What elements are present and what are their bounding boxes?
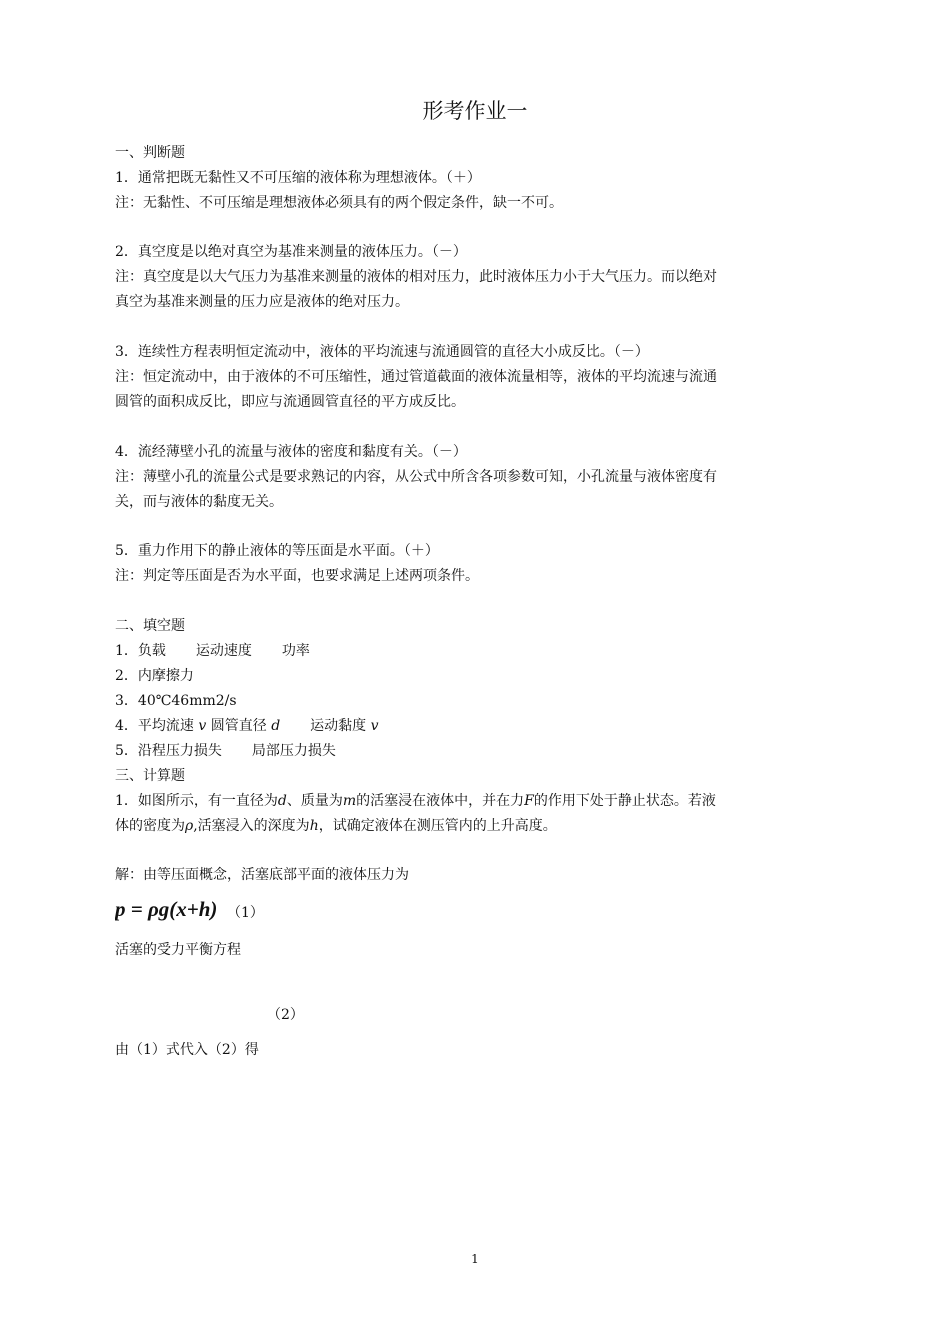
fill-answer-1-item-2: 运动速度 (195, 643, 252, 659)
page-title: 形考作业一 (422, 99, 528, 123)
calc-question-text-a: 1．如图所示，有一直径为 (115, 793, 278, 809)
fill-answer-5-number: 5． (115, 743, 138, 759)
fill-answer-4-mid: 圆管直径 (210, 718, 267, 734)
question-4: 4．流经薄壁小孔的流量与液体的密度和黏度有关。（－） (115, 444, 467, 460)
solution-intro: 解：由等压面概念，活塞底部平面的液体压力为 (115, 867, 409, 883)
fill-answer-1 (115, 639, 845, 664)
density-symbol: ρ (185, 818, 194, 834)
substitution-text: 由（1）式代入（2）得 (115, 1042, 259, 1058)
question-1-note: 注：无黏性、不可压缩是理想液体必须具有的两个假定条件，缺一不可。 (115, 195, 563, 211)
question-3-note-line-2: 圆管的面积成反比，即应与流通圆管直径的平方成反比。 (115, 394, 465, 410)
formula-1-image (115, 897, 227, 923)
diameter-symbol: d (271, 718, 281, 734)
calc-question-line-2 (115, 814, 845, 839)
formula-1 (115, 897, 264, 926)
fill-answer-4 (115, 714, 845, 739)
mass-symbol: m (342, 793, 357, 809)
section-heading-fill-in: 二、填空题 (115, 618, 185, 634)
force-balance-label: 活塞的受力平衡方程 (115, 942, 241, 958)
fill-answer-1-number: 1． (115, 643, 138, 659)
question-4-note-line-2: 关，而与液体的黏度无关。 (115, 494, 283, 510)
fill-answer-5-item-2: 局部压力损失 (251, 743, 336, 759)
calc-question-text-b: 、质量为 (286, 793, 343, 809)
formula-1-text: p = ρg(x+h) (115, 897, 218, 921)
formula-1-tag: （1） (227, 905, 264, 921)
question-3: 3．连续性方程表明恒定流动中，液体的平均流速与流通圆管的直径大小成反比。（－） (115, 344, 649, 360)
question-2: 2．真空度是以绝对真空为基准来测量的液体压力。（－） (115, 244, 467, 260)
question-2-note-line-1: 注：真空度是以大气压力为基准来测量的液体的相对压力，此时液体压力小于大气压力。而以绝对 (115, 269, 717, 285)
fill-answer-1-item-1: 负载 (137, 643, 166, 659)
calc-question-text-e: 体的密度为 (115, 818, 185, 834)
calc-question-text-c: 的活塞浸在液体中，并在力 (356, 793, 525, 809)
question-3-note-line-1: 注：恒定流动中，由于液体的不可压缩性，通过管道截面的液体流量相等，液体的平均流速与流通 (115, 369, 717, 385)
section-heading-judgement: 一、判断题 (115, 145, 185, 161)
question-1: 1．通常把既无黏性又不可压缩的液体称为理想液体。（＋） (115, 170, 481, 186)
calc-question-text-f: ,活塞浸入的深度为 (193, 818, 310, 834)
calc-question-text-d: 的作用下处于静止状态。若液 (533, 793, 716, 809)
fill-answer-4-prefix: 4．平均流速 (115, 718, 194, 734)
fill-answer-2: 2．内摩擦力 (115, 668, 194, 684)
viscosity-symbol: v (370, 718, 379, 734)
section-heading-calculation: 三、计算题 (115, 768, 185, 784)
question-5-note: 注：判定等压面是否为水平面，也要求满足上述两项条件。 (115, 568, 479, 584)
fill-answer-5 (115, 739, 845, 764)
fill-answer-3: 3．40℃46mm2/s (115, 693, 237, 709)
calc-question-line-1 (115, 789, 845, 814)
velocity-symbol: v (198, 718, 207, 734)
fill-answer-4-item-3: 运动黏度 (310, 718, 367, 734)
question-4-note-line-1: 注：薄壁小孔的流量公式是要求熟记的内容，从公式中所含各项参数可知，小孔流量与液体密度有 (115, 469, 717, 485)
calc-question-text-g: ，试确定液体在测压管内的上升高度。 (318, 818, 557, 834)
question-2-note-line-2: 真空为基准来测量的压力应是液体的绝对压力。 (115, 294, 409, 310)
force-symbol: F (524, 793, 534, 809)
fill-answer-5-item-1: 沿程压力损失 (137, 743, 222, 759)
fill-answer-1-item-3: 功率 (281, 643, 310, 659)
diameter-symbol: d (277, 793, 287, 809)
page-number: 1 (471, 1252, 479, 1266)
formula-2-tag: （2） (267, 1007, 304, 1023)
depth-symbol: h (309, 818, 319, 834)
question-5: 5．重力作用下的静止液体的等压面是水平面。（＋） (115, 543, 439, 559)
